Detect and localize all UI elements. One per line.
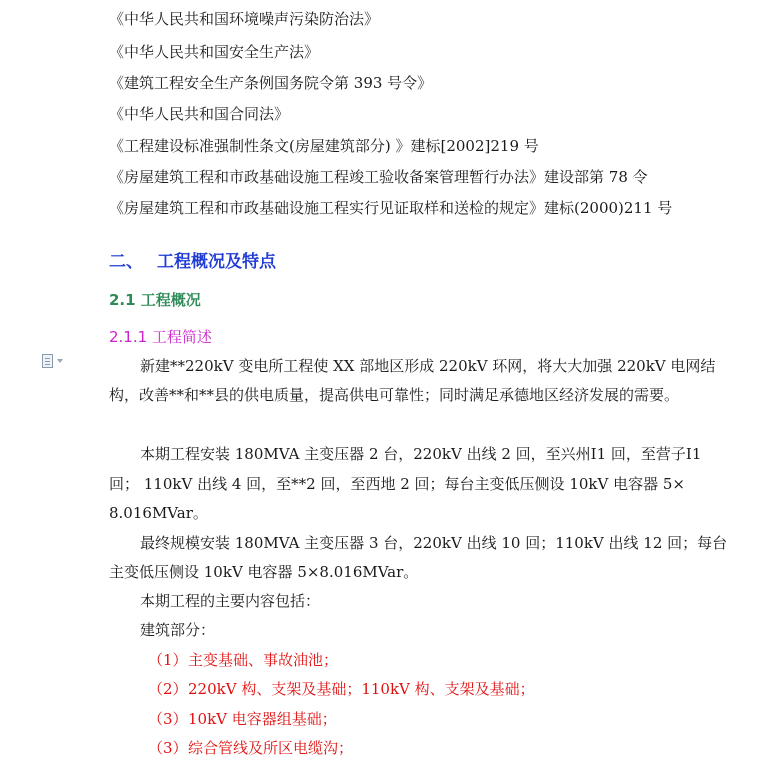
list-item-number: （3） <box>148 739 188 757</box>
subsubsection-heading: 2.1.1 工程简述 <box>109 328 212 346</box>
paragraph-line: 新建**220kV 变电所工程使 XX 部地区形成 220kV 环网，将大大加强 220kV 电网结 <box>140 357 716 375</box>
law-item: 《建筑工程安全生产条例国务院令第 393 号令》 <box>109 74 433 92</box>
section-heading <box>109 252 276 272</box>
list-item <box>148 738 353 758</box>
law-item: 《房屋建筑工程和市政基础设施工程实行见证取样和送检的规定》建标(2000)211 号 <box>109 199 673 217</box>
paragraph-line: 回； 110kV 出线 4 回，至**2 回，至西地 2 回；每台主变低压侧设 10kV 电容器 5× <box>109 475 685 493</box>
paragraph-line: 最终规模安装 180MVA 主变压器 3 台，220kV 出线 10 回；110kV 出线 12 回；每台 <box>140 534 728 552</box>
law-item: 《中华人民共和国合同法》 <box>109 105 290 123</box>
law-item: 《工程建设标准强制性条文(房屋建筑部分) 》建标[2002]219 号 <box>109 137 539 155</box>
paragraph-line: 本期工程的主要内容包括： <box>140 592 321 610</box>
list-item <box>148 650 338 670</box>
paragraph-line: 本期工程安装 180MVA 主变压器 2 台，220kV 出线 2 回，至兴州Ⅰ1 回，至营子Ⅰ1 <box>140 445 702 463</box>
paragraph-line: 主变低压侧设 10kV 电容器 5×8.016MVar。 <box>109 563 419 581</box>
list-item-text: 220kV 构、支架及基础；110kV 构、支架及基础； <box>188 680 535 698</box>
paragraph-line: 建筑部分： <box>140 621 216 639</box>
list-item-number: （2） <box>148 680 188 698</box>
subsection-heading: 2.1 工程概况 <box>109 291 201 309</box>
law-item: 《中华人民共和国安全生产法》 <box>109 43 320 61</box>
list-item <box>148 679 535 699</box>
paragraph-line: 8.016MVar。 <box>109 504 208 522</box>
list-item-number: （1） <box>148 651 188 669</box>
law-item: 《中华人民共和国环境噪声污染防治法》 <box>109 10 380 28</box>
chevron-down-icon <box>57 359 63 363</box>
law-item: 《房屋建筑工程和市政基础设施工程竣工验收备案管理暂行办法》建设部第 78 令 <box>109 168 648 186</box>
list-item <box>148 709 337 729</box>
paragraph-marker[interactable] <box>42 354 68 370</box>
list-item-number: （3） <box>148 710 188 728</box>
section-number: 二、 <box>109 252 143 272</box>
document-icon <box>42 354 53 368</box>
paragraph-line: 构，改善**和**县的供电质量，提高供电可靠性；同时满足承德地区经济发展的需要。 <box>109 386 680 404</box>
list-item-text: 主变基础、事故油池； <box>188 651 339 669</box>
section-title: 工程概况及特点 <box>157 252 276 272</box>
list-item-text: 10kV 电容器组基础； <box>188 710 337 728</box>
list-item-text: 综合管线及所区电缆沟； <box>188 739 354 757</box>
